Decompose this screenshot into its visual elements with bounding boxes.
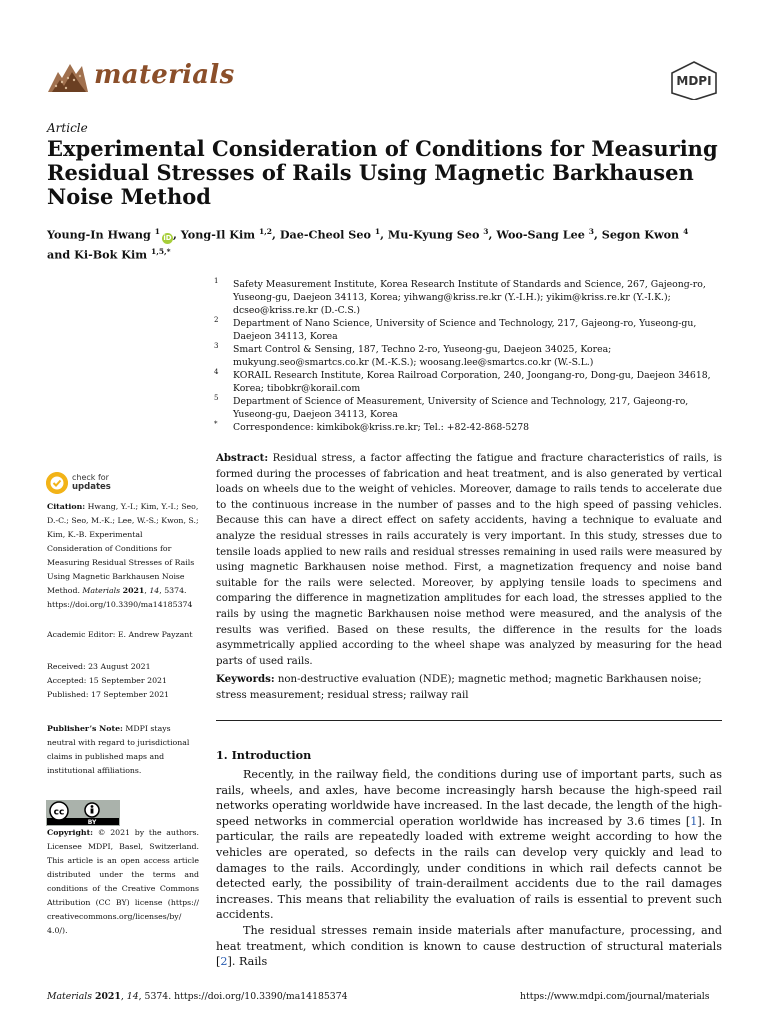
- affiliation-item: [214, 278, 724, 317]
- affiliation-number: *: [214, 420, 218, 428]
- citation-doi[interactable]: , 5374. https://doi.org/10.3390/ma14185374: [47, 586, 193, 609]
- cc-by-label: BY: [87, 819, 97, 826]
- footer-journal-url[interactable]: https://www.mdpi.com/journal/materials: [520, 991, 710, 1002]
- author-name: Dae-Cheol Seo: [279, 227, 375, 242]
- author-name: and Ki-Bok Kim: [47, 247, 151, 262]
- footer-doi[interactable]: , 5374. https://doi.org/10.3390/ma14185374: [138, 991, 348, 1002]
- author-name: Mu-Kyung Seo: [387, 227, 484, 242]
- copyright-notice: [47, 826, 199, 938]
- copyright-label: Copyright:: [47, 828, 94, 837]
- author-affiliation-marker: 1: [374, 227, 381, 236]
- citation-label: Citation:: [47, 502, 86, 511]
- check-for-updates-line: updates: [72, 482, 111, 492]
- author-name: Young-In Hwang: [47, 227, 155, 242]
- affiliation-text: Correspondence: kimkibok@kriss.re.kr; Tel.: +82-42-868-5278: [233, 422, 530, 433]
- affiliation-number: 3: [214, 342, 219, 350]
- affiliation-item: [214, 343, 724, 369]
- academic-editor: Academic Editor: E. Andrew Payzant: [47, 630, 193, 639]
- check-for-updates-label: [72, 473, 111, 492]
- author-affiliation-marker: 3: [588, 227, 594, 236]
- svg-text:cc: cc: [53, 807, 65, 818]
- affiliation-number: 5: [214, 394, 219, 402]
- footer-journal: Materials: [47, 991, 93, 1002]
- author-affiliation-marker: 1: [154, 227, 160, 236]
- mdpi-logo-text: MDPI: [676, 74, 712, 88]
- citation-year: 2021: [122, 586, 145, 595]
- author-name: Segon Kwon: [601, 227, 684, 242]
- check-for-updates-line: check for: [72, 473, 109, 482]
- affiliation-text: Department of Nano Science, University of Science and Technology, 217, Gajeong-ro, Yuseong-gu, Daejeon 34113, Korea: [233, 318, 697, 342]
- paragraph-text: ]. Rails: [227, 955, 268, 969]
- author-affiliation-marker: 3: [483, 227, 489, 236]
- journal-name: materials: [94, 60, 235, 90]
- paragraph: [216, 767, 722, 923]
- citation-text: Hwang, Y.-I.; Kim, Y.-I.; Seo, D.-C.; Seo, M.-K.; Lee, W.-S.; Kwon, S.; Kim, K.-B. Experimental Consideration of Conditions for Measuring Residual Stresses of Rails Using Magnetic Barkhausen Noise Method.: [47, 502, 199, 595]
- section-divider: [216, 720, 722, 721]
- received-date: Received: 23 August 2021: [47, 662, 151, 671]
- citation-block: Citation: Hwang, Y.-I.; Kim, Y.-I.; Seo, D.-C.; Seo, M.-K.; Lee, W.-S.; Kwon, S.; Kim, K.-B. Experimental Consideration of Conditions for Measuring Residual Stresses of Rails Using Magnetic Barkhausen Noise Method. Materials 2021, 14, 5374. https://doi.org/10.3390/ma14185374: [47, 502, 199, 609]
- affiliation-text: Safety Measurement Institute, Korea Research Institute of Standards and Science, 267, Gajeong-ro, Yuseong-gu, Daejeon 34113, Korea; yihwang@kriss.re.kr (Y.-I.H.); yikim@kriss.re.kr (Y.-I.K.); dcseo@kriss.re.kr (D.-C.S.): [233, 279, 706, 316]
- abstract: [216, 451, 722, 669]
- mdpi-logo-icon[interactable]: [668, 60, 720, 100]
- affiliation-text: Department of Science of Measurement, University of Science and Technology, 217, Gajeong-ro, Yuseong-gu, Daejeon 34113, Korea: [233, 396, 689, 420]
- paragraph-text: The residual stresses remain inside materials after manufacture, processing, and heat treatment, which condition is known to cause destruction of structural materials [: [216, 923, 722, 969]
- section-heading-introduction: 1. Introduction: [216, 748, 312, 762]
- publishers-note-text: MDPI stays neutral with regard to jurisdictional claims in published maps and institutional affiliations.: [47, 724, 190, 775]
- check-for-updates-button[interactable]: [46, 472, 136, 496]
- affiliation-item: [214, 395, 724, 421]
- citation-journal: Materials: [82, 586, 121, 595]
- author-affiliation-marker: 4: [683, 227, 689, 236]
- published-date: Published: 17 September 2021: [47, 690, 170, 699]
- affiliation-text: Smart Control & Sensing, 187, Techno 2-ro, Yuseong-gu, Daejeon 34025, Korea; mukyung.seo@smartcs.co.kr (M.-K.S.); woosang.lee@smartcs.co.kr (W.-S.L.): [233, 344, 612, 368]
- abstract-label: Abstract:: [216, 452, 269, 464]
- author-name: Woo-Sang Lee: [496, 227, 589, 242]
- affiliation-number: 4: [214, 368, 219, 376]
- footer-volume: 14: [126, 991, 139, 1002]
- introduction-body: [216, 767, 722, 970]
- citation-link[interactable]: 1: [690, 814, 698, 828]
- cc-by-license-icon[interactable]: [46, 800, 120, 826]
- affiliation-item: [214, 317, 724, 343]
- affiliation-item: [214, 421, 724, 434]
- publishers-note-label: Publisher’s Note:: [47, 724, 123, 733]
- paragraph-text: Recently, in the railway field, the conditions during use of important parts, such as rails, wheels, and axles, have become increasingly harsh because the high-speed rail networks operating worldwide have increased. In the last decade, the length of the high-speed networks in commercial operation worldwide has increased by 3.6 times [: [216, 768, 722, 828]
- article-type: Article: [47, 121, 88, 135]
- author-affiliation-marker: 1,5,*: [151, 246, 171, 256]
- affiliations: [214, 278, 724, 434]
- publication-dates: [47, 660, 199, 702]
- affiliation-number: 1: [214, 277, 219, 285]
- accepted-date: Accepted: 15 September 2021: [47, 676, 167, 685]
- publishers-note: [47, 722, 199, 778]
- article-title: Experimental Consideration of Conditions for Measuring Residual Stresses of Rails Using Magnetic Barkhausen Noise Method: [47, 136, 718, 209]
- keywords-label: Keywords:: [216, 673, 275, 685]
- materials-logo-icon: [46, 58, 90, 96]
- copyright-text: © 2021 by the authors. Licensee MDPI, Basel, Switzerland. This article is an open access article distributed under the terms and conditions of the Creative Commons Attribution (CC BY) license (https:// creativecommons.org/licenses/by/ 4.0/).: [47, 828, 199, 935]
- footer-year: 2021: [94, 991, 121, 1002]
- author-name: Yong-Il Kim: [180, 227, 259, 242]
- citation-volume: 14: [149, 586, 160, 595]
- author-list: Young-In Hwang $^1$iD, Yong-Il Kim $^{1,2}$, Dae-Cheol Seo $^1$, Mu-Kyung Seo $^3$, Woo-Sang Lee $^3$, Segon Kwon $^4$ and Ki-Bok Kim $^{1,5,*}$: [47, 227, 689, 262]
- keywords-text: non-destructive evaluation (NDE); magnetic method; magnetic Barkhausen noise; stress measurement; residual stress; railway rail: [216, 674, 702, 701]
- affiliation-number: 2: [214, 316, 219, 324]
- keywords: [216, 672, 722, 703]
- check-for-updates-icon: [46, 472, 68, 494]
- footer-citation: Materials 2021, 14, 5374. https://doi.org/10.3390/ma14185374: [47, 991, 348, 1002]
- orcid-icon[interactable]: iD: [163, 233, 172, 242]
- paragraph-text: ]. In particular, the rails are repeatedly loaded with extreme weight according to how the vehicles are operated, so defects in the rails can develop very quickly and lead to damages to the rails. Accordingly, under conditions in which rail defects cannot be detected early, the possibility of train-derailment accidents due to the rail damages increases. This means that reliability the evaluation of rails is essential to prevent such accidents.: [216, 814, 722, 922]
- affiliation-item: [214, 369, 724, 395]
- paragraph: [216, 923, 722, 970]
- citation-link[interactable]: 2: [220, 955, 228, 969]
- author-affiliation-marker: 1,2: [258, 227, 273, 236]
- abstract-text: Residual stress, a factor affecting the fatigue and fracture characteristics of rails, is formed during the processes of fabrication and heat treatment, and is also generated by vertical loads on wheels due to the weight of vehicles. Moreover, damage to rails tends to accelerate due to the continuous increase in the number of passes and to the high speed of passing vehicles. Because this can have a direct effect on safety accidents, having a technique to evaluate and analyze the residual stresses in rails accurately is very important. In this study, stresses due to tensile loads applied to new rails and residual stresses remaining in used rails were measured by using magnetic Barkhausen noise method. First, a magnetization frequency and noise band suitable for the rails were selected. Moreover, by applying tensile loads to specimens and comparing the difference in magnetization amplitudes for each load, the stresses applied to the rails by using the magnetic Barkhausen noise method were measured, and the analysis of the results was verified. Based on these results, the difference in the results for the loads asymmetrically applied according to the wheel shape was analyzed by measuring for the head parts of used rails.: [216, 453, 722, 667]
- affiliation-text: KORAIL Research Institute, Korea Railroad Corporation, 240, Joongang-ro, Dong-gu, Daejeon 34618, Korea; tibobkr@korail.com: [233, 370, 711, 394]
